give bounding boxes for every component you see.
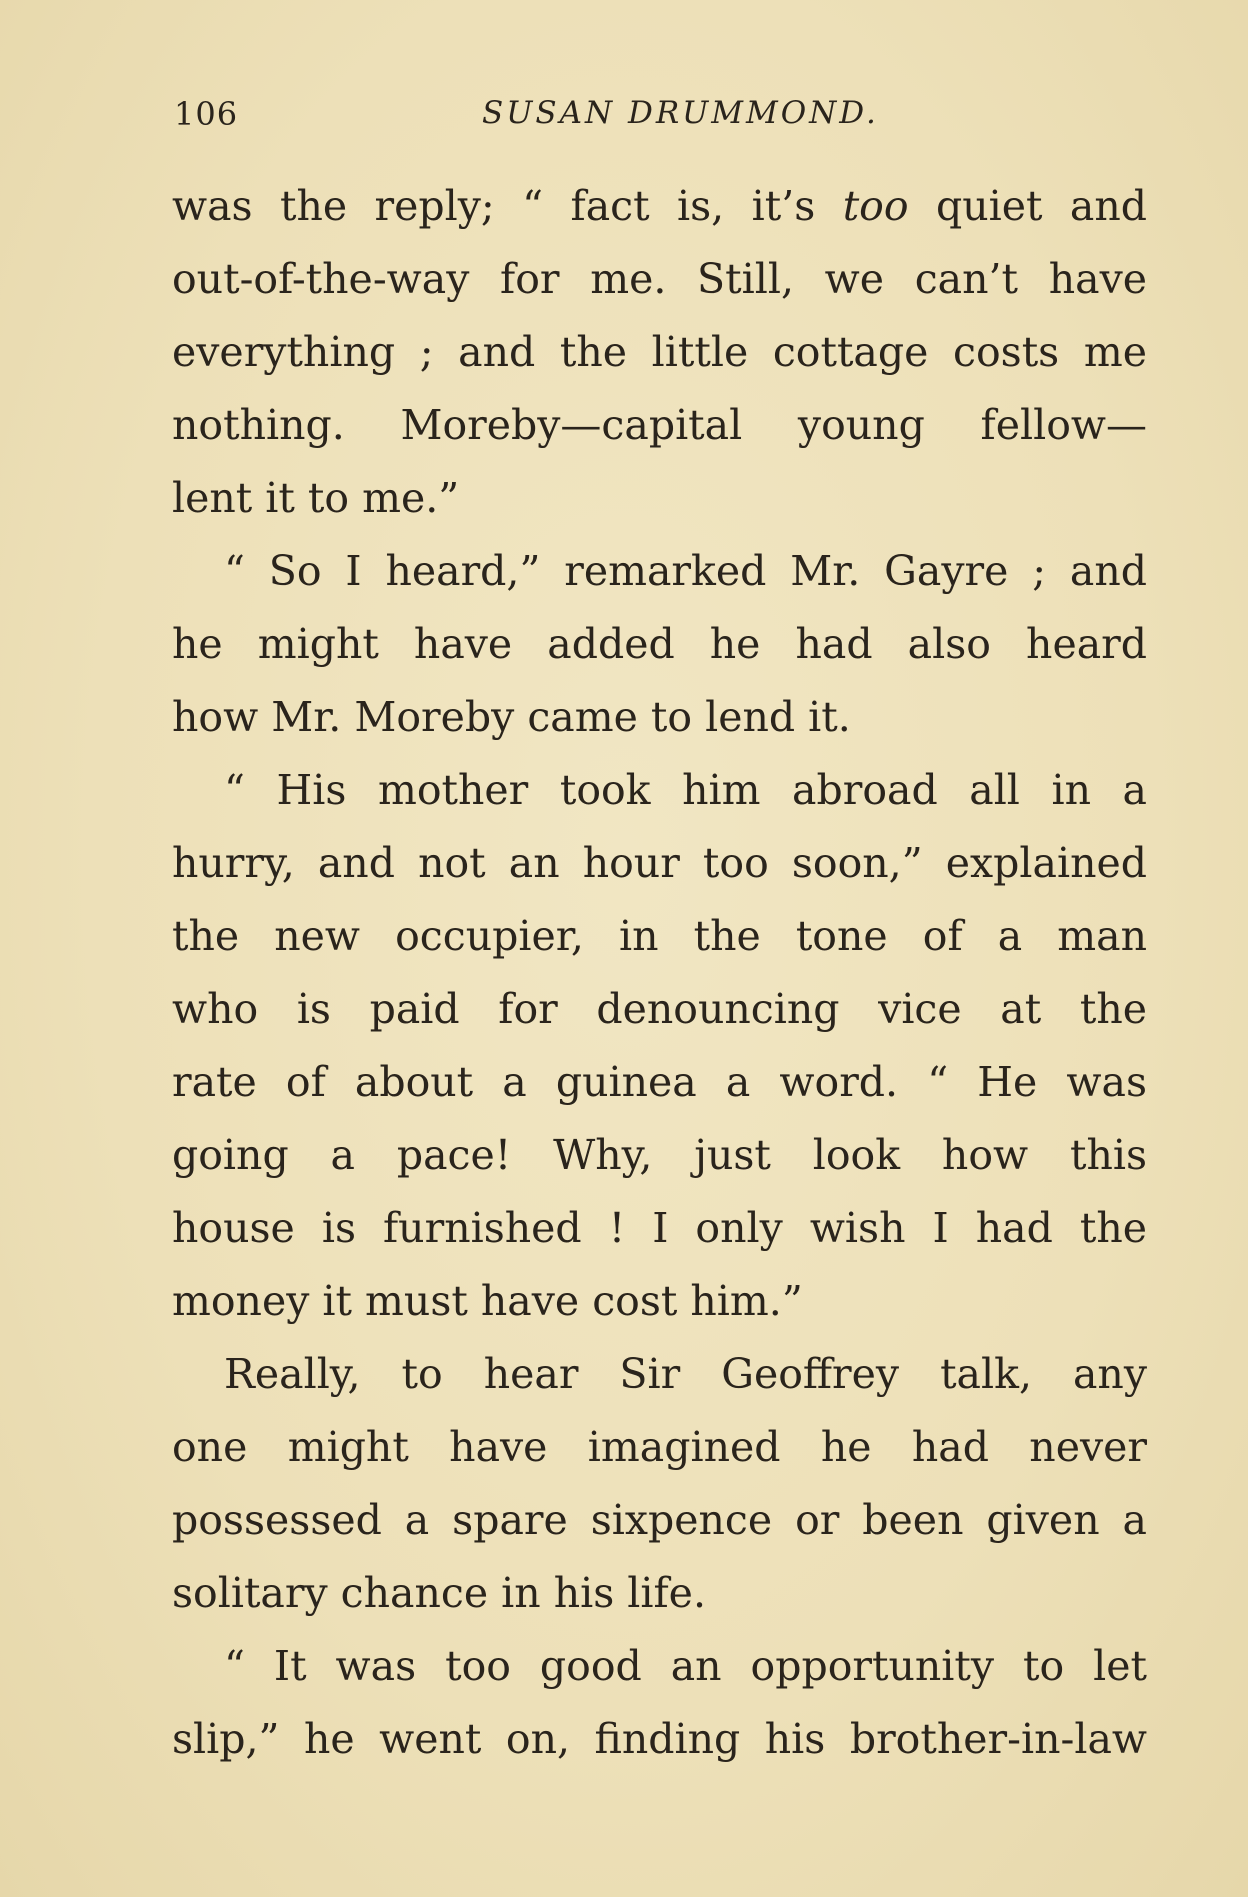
text-line: possessed a spare sixpence or been given a — [172, 1496, 1147, 1544]
text-line: hurry, and not an hour too soon,” explained — [172, 839, 1147, 887]
text-line: one might have imagined he had never — [172, 1423, 1147, 1471]
running-title: SUSAN DRUMMOND. — [482, 95, 879, 131]
body-text — [172, 170, 1147, 1776]
text-line: the new occupier, in the tone of a man — [172, 912, 1147, 960]
text-line: lent it to me.” — [172, 474, 460, 522]
text-line: “ His mother took him abroad all in a — [224, 766, 1147, 814]
text-line: slip,” he went on, finding his brother-in-law — [172, 1715, 1147, 1763]
text-line: Really, to hear Sir Geoffrey talk, any — [224, 1350, 1147, 1398]
text-line: going a pace! Why, just look how this — [172, 1131, 1147, 1179]
text-line: everything ; and the little cottage costs me — [172, 328, 1147, 376]
page-header — [174, 95, 1154, 155]
text-line: who is paid for denouncing vice at the — [172, 985, 1147, 1033]
text-line: rate of about a guinea a word. “ He was — [172, 1058, 1147, 1106]
text-line: solitary chance in his life. — [172, 1569, 706, 1617]
page-number: 106 — [174, 95, 239, 133]
text-line: nothing. Moreby—capital young fellow— — [172, 401, 1147, 449]
text-line: “ It was too good an opportunity to let — [224, 1642, 1147, 1690]
text-line: house is furnished ! I only wish I had the — [172, 1204, 1147, 1252]
text-line: how Mr. Moreby came to lend it. — [172, 693, 851, 741]
text-line: money it must have cost him.” — [172, 1277, 803, 1325]
text-line: out-of-the-way for me. Still, we can’t have — [172, 255, 1147, 303]
text-line: “ So I heard,” remarked Mr. Gayre ; and — [224, 547, 1147, 595]
text-line: he might have added he had also heard — [172, 620, 1147, 668]
text-line: was the reply; “ fact is, it’s too quiet and — [172, 182, 1147, 230]
